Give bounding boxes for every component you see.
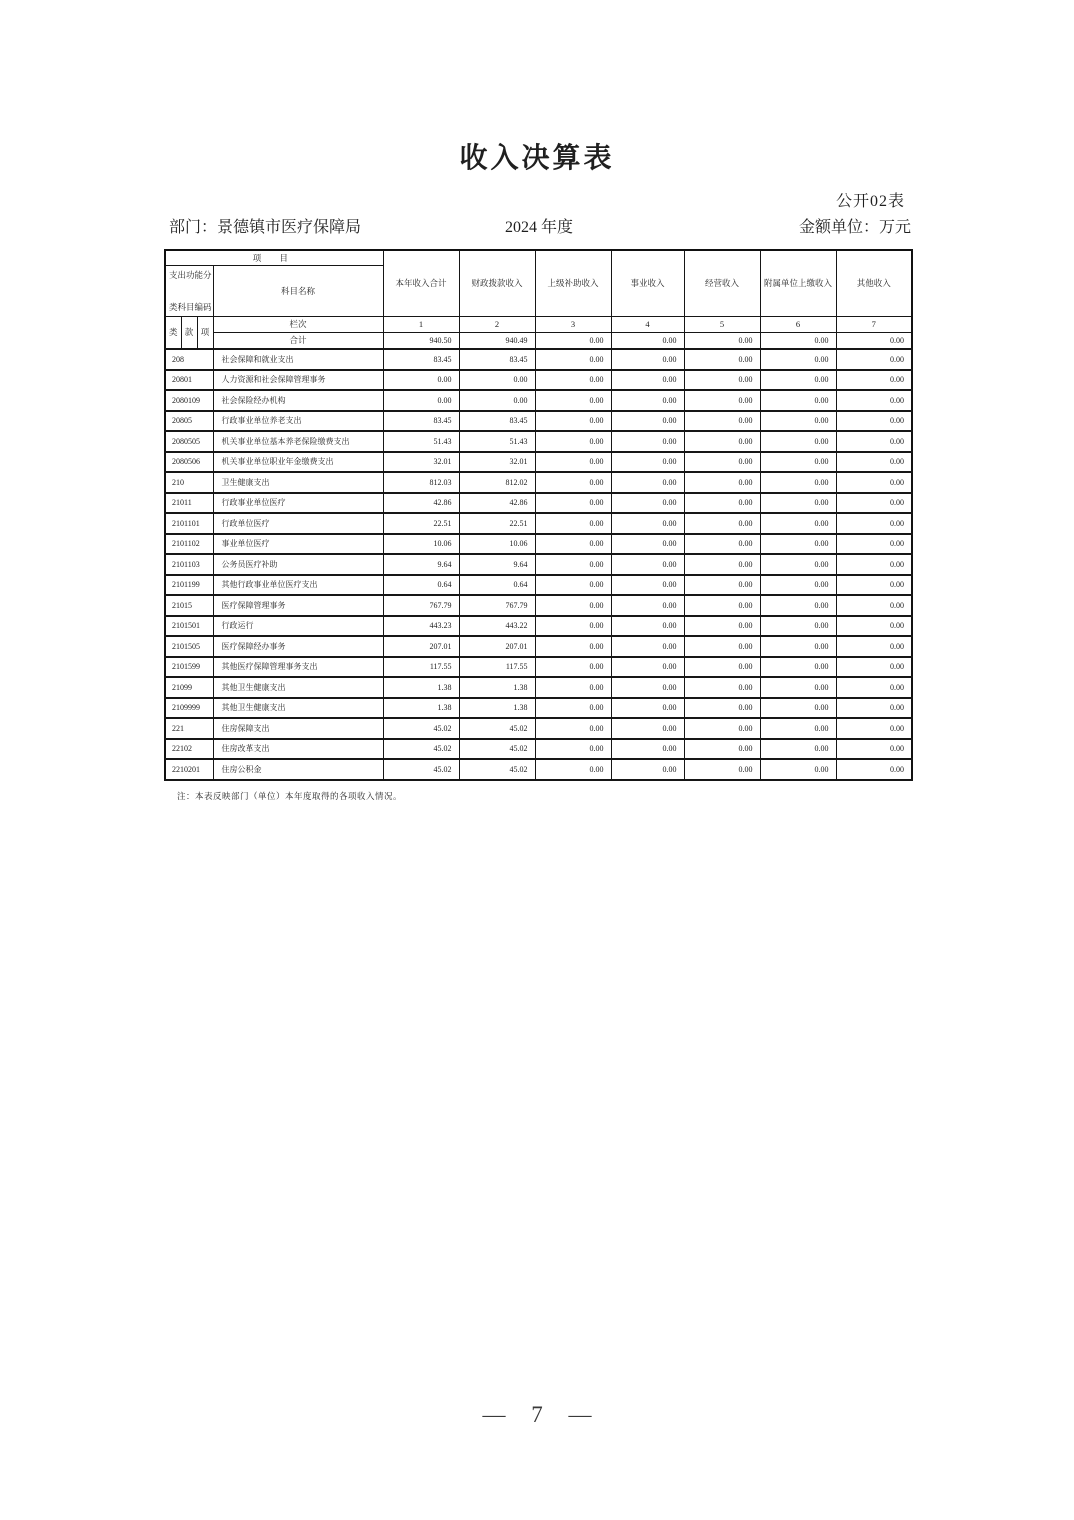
- code-cell: 2080506: [165, 452, 213, 473]
- value-cell: 443.22: [459, 616, 535, 637]
- total-value-cell: 0.00: [836, 332, 912, 349]
- table-row: [165, 698, 912, 719]
- value-cell: 0.00: [535, 390, 611, 411]
- table-row: [165, 411, 912, 432]
- code-cell: 221: [165, 718, 213, 739]
- code-header-line2: 类科目编码: [169, 301, 212, 312]
- value-cell: 0.00: [611, 759, 684, 780]
- column-header-business-income: 事业收入: [611, 250, 684, 316]
- value-cell: 32.01: [383, 452, 459, 473]
- value-cell: 0.00: [684, 698, 760, 719]
- income-table: [164, 249, 913, 781]
- table-row: [165, 595, 912, 616]
- table-row: [165, 739, 912, 760]
- value-cell: 0.00: [684, 718, 760, 739]
- value-cell: 0.00: [836, 349, 912, 370]
- table-row: [165, 718, 912, 739]
- value-cell: 0.00: [836, 595, 912, 616]
- value-cell: 767.79: [383, 595, 459, 616]
- value-cell: 0.00: [684, 616, 760, 637]
- value-cell: 0.00: [684, 575, 760, 596]
- code-cell: 22102: [165, 739, 213, 760]
- value-cell: 0.00: [611, 370, 684, 391]
- total-value-cell: 940.49: [459, 332, 535, 349]
- code-cell: 2080109: [165, 390, 213, 411]
- table-row: [165, 349, 912, 370]
- code-cell: 2210201: [165, 759, 213, 780]
- value-cell: 0.00: [684, 370, 760, 391]
- lanci-label-cell: 栏次: [213, 316, 383, 332]
- column-header-fiscal-appropriation: 财政拨款收入: [459, 250, 535, 316]
- value-cell: 117.55: [383, 657, 459, 678]
- value-cell: 0.00: [611, 698, 684, 719]
- value-cell: 45.02: [459, 759, 535, 780]
- value-cell: 0.00: [459, 370, 535, 391]
- code-cell: 21011: [165, 493, 213, 514]
- value-cell: 117.55: [459, 657, 535, 678]
- value-cell: 0.00: [535, 677, 611, 698]
- column-number: 1: [383, 316, 459, 332]
- value-cell: 0.00: [535, 554, 611, 575]
- value-cell: 10.06: [459, 534, 535, 555]
- table-row: [165, 472, 912, 493]
- value-cell: 0.00: [760, 452, 836, 473]
- value-cell: 0.64: [383, 575, 459, 596]
- value-cell: 0.00: [611, 452, 684, 473]
- value-cell: 0.00: [611, 390, 684, 411]
- total-value-cell: 0.00: [684, 332, 760, 349]
- value-cell: 83.45: [383, 349, 459, 370]
- value-cell: 0.00: [535, 575, 611, 596]
- column-number: 6: [760, 316, 836, 332]
- value-cell: 1.38: [459, 698, 535, 719]
- value-cell: 0.00: [611, 534, 684, 555]
- sub-col-item: 项: [197, 316, 213, 349]
- subject-name-cell: 其他卫生健康支出: [213, 677, 383, 698]
- table-row: [165, 513, 912, 534]
- subject-name-cell: 机关事业单位职业年金缴费支出: [213, 452, 383, 473]
- code-cell: 21099: [165, 677, 213, 698]
- code-cell: 2101501: [165, 616, 213, 637]
- value-cell: 0.00: [611, 493, 684, 514]
- value-cell: 22.51: [459, 513, 535, 534]
- value-cell: 0.00: [836, 452, 912, 473]
- table-row: [165, 390, 912, 411]
- value-cell: 0.00: [684, 636, 760, 657]
- value-cell: 0.00: [684, 595, 760, 616]
- value-cell: 0.00: [611, 575, 684, 596]
- total-value-cell: 0.00: [760, 332, 836, 349]
- value-cell: 0.00: [611, 616, 684, 637]
- table-row: [165, 616, 912, 637]
- value-cell: 0.00: [535, 698, 611, 719]
- value-cell: 0.00: [760, 370, 836, 391]
- value-cell: 0.00: [535, 431, 611, 452]
- value-cell: 0.00: [760, 677, 836, 698]
- column-header-operating-income: 经营收入: [684, 250, 760, 316]
- subject-name-cell: 公务员医疗补助: [213, 554, 383, 575]
- value-cell: 0.00: [836, 411, 912, 432]
- value-cell: 0.00: [836, 370, 912, 391]
- column-number: 2: [459, 316, 535, 332]
- value-cell: 42.86: [459, 493, 535, 514]
- value-cell: 0.00: [383, 370, 459, 391]
- value-cell: 0.64: [459, 575, 535, 596]
- value-cell: 0.00: [684, 759, 760, 780]
- value-cell: 0.00: [760, 349, 836, 370]
- column-header-total-income: 本年收入合计: [383, 250, 459, 316]
- table-row: [165, 370, 912, 391]
- subject-name-cell: 医疗保障经办事务: [213, 636, 383, 657]
- code-cell: 21015: [165, 595, 213, 616]
- value-cell: 0.00: [760, 657, 836, 678]
- value-cell: 83.45: [459, 349, 535, 370]
- value-cell: 0.00: [684, 452, 760, 473]
- value-cell: 0.00: [459, 390, 535, 411]
- value-cell: 1.38: [383, 698, 459, 719]
- value-cell: 0.00: [535, 534, 611, 555]
- value-cell: 0.00: [836, 616, 912, 637]
- code-cell: 208: [165, 349, 213, 370]
- value-cell: 0.00: [611, 411, 684, 432]
- value-cell: 0.00: [535, 657, 611, 678]
- value-cell: 0.00: [535, 513, 611, 534]
- table-note: 注：本表反映部门（单位）本年度取得的各项收入情况。: [177, 791, 403, 801]
- income-table-wrapper: [164, 249, 913, 781]
- value-cell: 45.02: [459, 718, 535, 739]
- value-cell: 207.01: [459, 636, 535, 657]
- value-cell: 32.01: [459, 452, 535, 473]
- value-cell: 0.00: [760, 493, 836, 514]
- code-header-cell: [165, 265, 213, 316]
- total-label-cell: 合计: [213, 332, 383, 349]
- value-cell: 0.00: [684, 657, 760, 678]
- value-cell: 0.00: [760, 513, 836, 534]
- code-cell: 20801: [165, 370, 213, 391]
- fiscal-year-label: 2024 年度: [504, 219, 573, 236]
- value-cell: 0.00: [836, 636, 912, 657]
- value-cell: 10.06: [383, 534, 459, 555]
- column-header-affiliate-remit: 附属单位上缴收入: [760, 250, 836, 316]
- value-cell: 0.00: [836, 739, 912, 760]
- table-row: [165, 759, 912, 780]
- header-row-item: [165, 250, 912, 265]
- value-cell: 1.38: [459, 677, 535, 698]
- column-number: 4: [611, 316, 684, 332]
- subject-name-cell: 行政运行: [213, 616, 383, 637]
- value-cell: 0.00: [836, 493, 912, 514]
- value-cell: 0.00: [535, 616, 611, 637]
- page-number: — 7 —: [482, 1402, 592, 1427]
- value-cell: 0.00: [760, 554, 836, 575]
- value-cell: 0.00: [535, 349, 611, 370]
- value-cell: 0.00: [684, 513, 760, 534]
- column-number: 5: [684, 316, 760, 332]
- value-cell: 0.00: [836, 657, 912, 678]
- value-cell: 0.00: [684, 554, 760, 575]
- value-cell: 0.00: [760, 595, 836, 616]
- subject-name-cell: 社会保险经办机构: [213, 390, 383, 411]
- value-cell: 0.00: [760, 759, 836, 780]
- value-cell: 0.00: [836, 575, 912, 596]
- value-cell: 0.00: [760, 739, 836, 760]
- value-cell: 83.45: [459, 411, 535, 432]
- value-cell: 0.00: [611, 636, 684, 657]
- value-cell: 767.79: [459, 595, 535, 616]
- table-row: [165, 554, 912, 575]
- subject-name-cell: 行政单位医疗: [213, 513, 383, 534]
- value-cell: 0.00: [836, 554, 912, 575]
- value-cell: 0.00: [611, 677, 684, 698]
- value-cell: 812.03: [383, 472, 459, 493]
- value-cell: 0.00: [535, 636, 611, 657]
- code-cell: 2080505: [165, 431, 213, 452]
- value-cell: 0.00: [760, 534, 836, 555]
- value-cell: 0.00: [684, 431, 760, 452]
- table-row: [165, 575, 912, 596]
- subject-name-cell: 社会保障和就业支出: [213, 349, 383, 370]
- value-cell: 0.00: [760, 390, 836, 411]
- subject-name-cell: 人力资源和社会保障管理事务: [213, 370, 383, 391]
- subject-name-cell: 住房公积金: [213, 759, 383, 780]
- value-cell: 0.00: [611, 657, 684, 678]
- value-cell: 0.00: [611, 718, 684, 739]
- value-cell: 0.00: [760, 431, 836, 452]
- value-cell: 0.00: [836, 534, 912, 555]
- code-cell: 210: [165, 472, 213, 493]
- code-cell: 2101102: [165, 534, 213, 555]
- table-row: [165, 452, 912, 473]
- amount-unit-label: 金额单位：万元: [798, 219, 911, 236]
- public-table-label: 公开02表: [835, 193, 905, 210]
- column-header-other-income: 其他收入: [836, 250, 912, 316]
- value-cell: 0.00: [760, 411, 836, 432]
- value-cell: 45.02: [459, 739, 535, 760]
- subject-name-cell: 住房保障支出: [213, 718, 383, 739]
- column-header-superior-subsidy: 上级补助收入: [535, 250, 611, 316]
- value-cell: 0.00: [836, 472, 912, 493]
- value-cell: 0.00: [836, 718, 912, 739]
- value-cell: 0.00: [535, 370, 611, 391]
- table-row: [165, 636, 912, 657]
- table-row: [165, 534, 912, 555]
- total-row: [165, 332, 912, 349]
- value-cell: 0.00: [611, 349, 684, 370]
- subject-name-cell: 行政事业单位医疗: [213, 493, 383, 514]
- value-cell: 0.00: [836, 698, 912, 719]
- value-cell: 0.00: [684, 390, 760, 411]
- subject-name-cell: 行政事业单位养老支出: [213, 411, 383, 432]
- subject-name-cell: 事业单位医疗: [213, 534, 383, 555]
- value-cell: 0.00: [684, 411, 760, 432]
- value-cell: 0.00: [760, 636, 836, 657]
- value-cell: 0.00: [684, 534, 760, 555]
- page-title: 收入决算表: [459, 141, 615, 174]
- value-cell: 45.02: [383, 759, 459, 780]
- code-cell: 2101505: [165, 636, 213, 657]
- department-label: 部门：景德镇市医疗保障局: [169, 219, 362, 236]
- value-cell: 0.00: [535, 493, 611, 514]
- value-cell: 0.00: [684, 677, 760, 698]
- item-header-cell: 项 目: [165, 250, 383, 265]
- table-row: [165, 431, 912, 452]
- header-row-lanci: [165, 316, 912, 332]
- value-cell: 0.00: [684, 739, 760, 760]
- value-cell: 0.00: [684, 349, 760, 370]
- subject-name-cell: 医疗保障管理事务: [213, 595, 383, 616]
- subject-name-cell: 其他卫生健康支出: [213, 698, 383, 719]
- table-row: [165, 493, 912, 514]
- value-cell: 83.45: [383, 411, 459, 432]
- table-row: [165, 657, 912, 678]
- value-cell: 51.43: [383, 431, 459, 452]
- value-cell: 0.00: [836, 513, 912, 534]
- code-cell: 2109999: [165, 698, 213, 719]
- total-value-cell: 0.00: [611, 332, 684, 349]
- value-cell: 0.00: [760, 718, 836, 739]
- value-cell: 51.43: [459, 431, 535, 452]
- subject-name-cell: 卫生健康支出: [213, 472, 383, 493]
- value-cell: 0.00: [611, 431, 684, 452]
- value-cell: 207.01: [383, 636, 459, 657]
- value-cell: 0.00: [535, 759, 611, 780]
- column-number: 7: [836, 316, 912, 332]
- value-cell: 0.00: [611, 595, 684, 616]
- subject-name-header-cell: 科目名称: [213, 265, 383, 316]
- value-cell: 0.00: [684, 493, 760, 514]
- subject-name-cell: 机关事业单位基本养老保险缴费支出: [213, 431, 383, 452]
- value-cell: 0.00: [535, 452, 611, 473]
- total-value-cell: 0.00: [535, 332, 611, 349]
- column-number: 3: [535, 316, 611, 332]
- value-cell: 443.23: [383, 616, 459, 637]
- value-cell: 0.00: [611, 472, 684, 493]
- code-cell: 2101103: [165, 554, 213, 575]
- value-cell: 1.38: [383, 677, 459, 698]
- value-cell: 22.51: [383, 513, 459, 534]
- value-cell: 0.00: [760, 616, 836, 637]
- value-cell: 0.00: [760, 575, 836, 596]
- value-cell: 0.00: [836, 431, 912, 452]
- value-cell: 0.00: [611, 739, 684, 760]
- value-cell: 42.86: [383, 493, 459, 514]
- code-cell: 2101101: [165, 513, 213, 534]
- value-cell: 812.02: [459, 472, 535, 493]
- value-cell: 0.00: [535, 595, 611, 616]
- value-cell: 0.00: [383, 390, 459, 411]
- value-cell: 0.00: [535, 718, 611, 739]
- value-cell: 0.00: [760, 698, 836, 719]
- value-cell: 45.02: [383, 739, 459, 760]
- value-cell: 0.00: [611, 554, 684, 575]
- table-row: [165, 677, 912, 698]
- code-header-line1: 支出功能分: [169, 269, 212, 280]
- sub-col-class: 类: [165, 316, 181, 349]
- value-cell: 0.00: [760, 472, 836, 493]
- value-cell: 9.64: [459, 554, 535, 575]
- value-cell: 0.00: [836, 759, 912, 780]
- code-cell: 2101599: [165, 657, 213, 678]
- table-body: [165, 349, 912, 780]
- code-cell: 20805: [165, 411, 213, 432]
- value-cell: 45.02: [383, 718, 459, 739]
- value-cell: 0.00: [535, 739, 611, 760]
- value-cell: 0.00: [611, 513, 684, 534]
- subject-name-cell: 其他医疗保障管理事务支出: [213, 657, 383, 678]
- subject-name-cell: 住房改革支出: [213, 739, 383, 760]
- sub-col-section: 款: [181, 316, 197, 349]
- value-cell: 0.00: [535, 411, 611, 432]
- total-value-cell: 940.50: [383, 332, 459, 349]
- value-cell: 0.00: [535, 472, 611, 493]
- value-cell: 0.00: [836, 390, 912, 411]
- code-cell: 2101199: [165, 575, 213, 596]
- value-cell: 0.00: [836, 677, 912, 698]
- meta-row: [165, 214, 913, 238]
- subject-name-cell: 其他行政事业单位医疗支出: [213, 575, 383, 596]
- value-cell: 0.00: [684, 472, 760, 493]
- value-cell: 9.64: [383, 554, 459, 575]
